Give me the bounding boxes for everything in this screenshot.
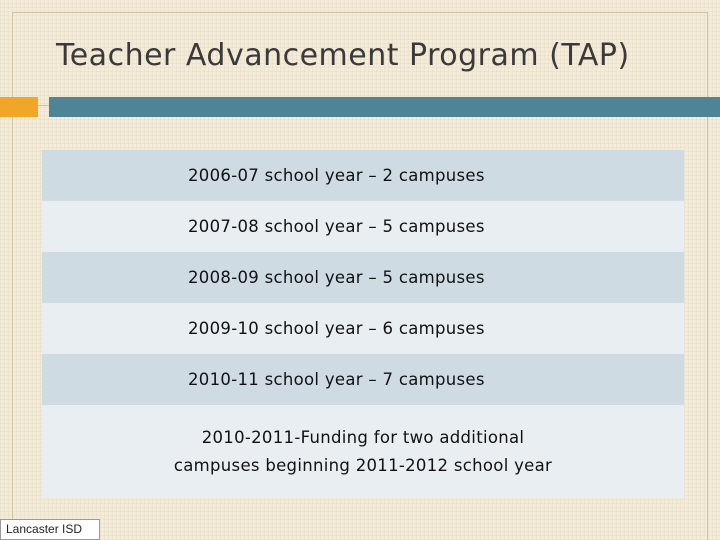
table-row	[42, 303, 684, 354]
footer-label: Lancaster ISD	[0, 519, 100, 540]
frame-line-left	[12, 117, 13, 540]
table-cell: 2008-09 school year – 5 campuses	[188, 268, 485, 287]
accent-bar-teal	[49, 97, 720, 117]
frame-line-right	[707, 117, 708, 540]
table-cell: 2010-11 school year – 7 campuses	[188, 370, 485, 389]
table-cell: 2009-10 school year – 6 campuses	[188, 319, 485, 338]
table-row	[42, 201, 684, 252]
table-cell: 2006-07 school year – 2 campuses	[188, 166, 485, 185]
accent-bar-orange	[0, 97, 38, 117]
table-row	[42, 354, 684, 405]
slide-title: Teacher Advancement Program (TAP)	[56, 38, 630, 73]
campus-table	[42, 150, 684, 498]
note-line-2: campuses beginning 2011-2012 school year	[173, 455, 553, 475]
table-row	[42, 150, 684, 201]
table-cell: 2007-08 school year – 5 campuses	[188, 217, 485, 236]
table-row	[42, 252, 684, 303]
note-line-1: 2010-2011-Funding for two additional	[201, 427, 525, 447]
table-row-note	[42, 405, 684, 498]
